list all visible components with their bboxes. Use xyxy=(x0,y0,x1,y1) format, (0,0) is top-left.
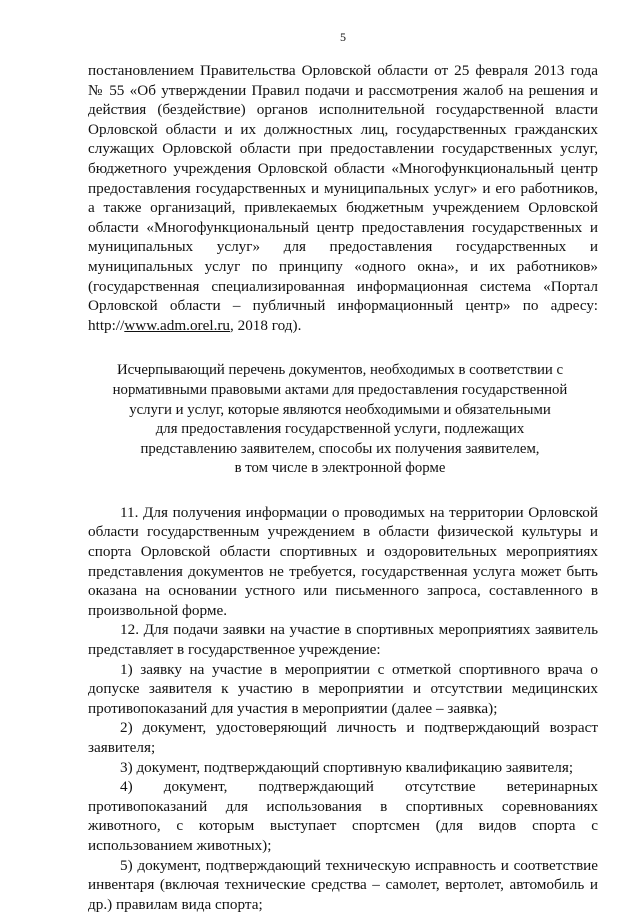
list-item-5: 5) документ, подтверждающий техническую исправность и соответствие инвентаря (включая технические средства – самолет, вертолет, автомобиль и др.) правилам вида спорта; xyxy=(88,856,598,913)
section-heading-line: представлению заявителем, способы их получения заявителем, xyxy=(140,440,540,457)
section-heading-line: для предоставления государственной услуги, подлежащих xyxy=(155,421,525,438)
portal-link[interactable]: www.adm.orel.ru xyxy=(124,316,231,334)
intro-paragraph xyxy=(88,61,598,335)
list-item-3: 3) документ, подтверждающий спортивную квалификацию заявителя; xyxy=(120,758,574,776)
paragraph-12: 12. Для подачи заявки на участие в спортивных мероприятиях заявитель представляет в государственное учреждение: xyxy=(88,621,598,659)
paragraph-11: 11. Для получения информации о проводимых на территории Орловской области государственным учреждением в области физической культуры и спорта Орловской области спортивных и оздоровительных мероприятиях представления документов не требуется, государственная услуга может быть оказана на основании устного или письменного запроса, составленного в произвольной форме. xyxy=(88,503,598,619)
section-heading-line: в том числе в электронной форме xyxy=(234,460,446,477)
section-heading-line: нормативными правовыми актами для предоставления государственной xyxy=(112,381,568,398)
page-number: 5 xyxy=(340,30,346,44)
intro-text-before-link: постановлением Правительства Орловской области от 25 февраля 2013 года № 55 «Об утверждении Правил подачи и рассмотрения жалоб на решения и действия (бездействие) органов исполнительной государственной власти Орловской области и их должностных лиц, государственных гражданских служащих Орловской области при предоставлении государственных услуг, бюджетного учреждения Орловской области «Многофункциональный центр предоставления государственных и муниципальных услуг» и его работников, а также организаций, привлекаемых бюджетным учреждением Орловской области «Многофункциональный центр предоставления государственных и муниципальных услуг» для предоставления государственных и муниципальных услуг по принципу «одного окна», и их работников» (государственная специализированная информационная система «Портал Орловской области – публичный информационный центр» по адресу: http:// xyxy=(88,62,598,334)
list-item-1: 1) заявку на участие в мероприятии с отметкой спортивного врача о допуске заявителя к участию в мероприятии и отсутствии медицинских противопоказаний для участия в мероприятии (далее – заявка); xyxy=(88,660,598,717)
list-item-2: 2) документ, удостоверяющий личность и подтверждающий возраст заявителя; xyxy=(88,719,598,756)
section-heading-line: услуги и услуг, которые являются необходимыми и обязательными xyxy=(129,401,551,418)
intro-text-after-link: , 2018 год). xyxy=(230,316,302,334)
section-heading-line: Исчерпывающий перечень документов, необходимых в соответствии с xyxy=(116,362,564,379)
list-item-4: 4) документ, подтверждающий отсутствие ветеринарных противопоказаний для использования в спортивных соревнованиях животного, с которым выступает спортсмен (для видов спорта с использованием животных); xyxy=(88,778,598,854)
section-heading xyxy=(88,361,592,479)
